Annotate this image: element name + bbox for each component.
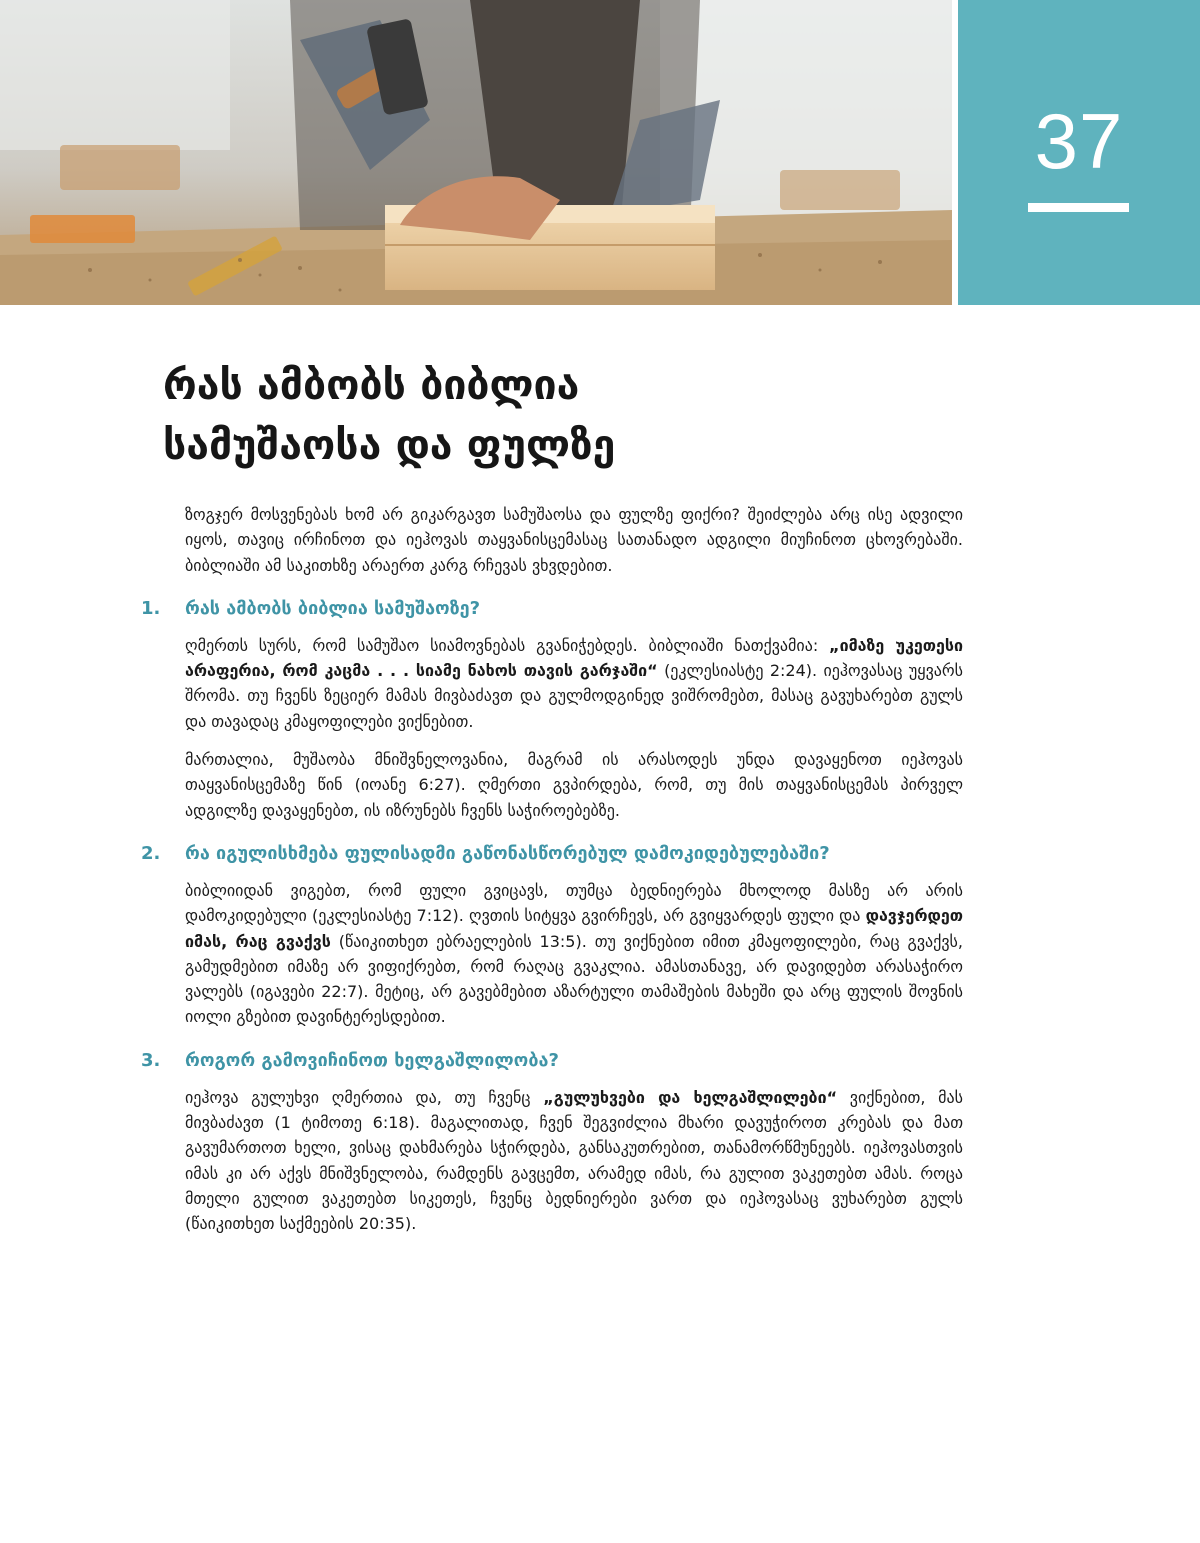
section-1-heading <box>141 596 963 622</box>
article-body <box>141 502 963 1250</box>
section-1-heading-text: რას ამბობს ბიბლია სამუშაოზე? <box>185 597 481 619</box>
section-3-number: 3. <box>141 1049 161 1071</box>
hero-photo <box>0 0 952 305</box>
section-1-number: 1. <box>141 597 161 619</box>
section-3-heading <box>141 1048 963 1074</box>
page-title-line-1: რას ამბობს ბიბლია <box>163 361 580 409</box>
section-2-p1-text-a: ბიბლიიდან ვიგებთ, რომ ფული გვიცავს, თუმცა ბედნიერება მხოლოდ მასზე არ არის დამოკიდებული (ეკლესიასტე 7:12). ღვთის სიტყვა გვირჩევს, არ გვიყვარდეს ფული და <box>185 880 963 926</box>
lesson-number-box <box>958 0 1200 305</box>
section-2-heading-text: რა იგულისხმება ფულისადმი გაწონასწორებულ დამოკიდებულებაში? <box>185 842 830 864</box>
section-1-p1-text-a: ღმერთს სურს, რომ სამუშაო სიამოვნებას გვანიჭებდეს. ბიბლიაში ნათქვამია: <box>185 635 830 655</box>
section-1-paragraph-2: მართალია, მუშაობა მნიშვნელოვანია, მაგრამ ის არასოდეს უნდა დავაყენოთ იეჰოვას თაყვანისცემაზე წინ (იოანე 6:27). ღმერთი გვპირდება, რომ, თუ მის თაყვანისცემას პირველ ადგილზე დავაყენებთ, ის იზრუნებს ჩვენს საჭიროებებზე. <box>185 750 963 820</box>
intro-paragraph: ზოგჯერ მოსვენებას ხომ არ გიკარგავთ სამუშაოსა და ფულზე ფიქრი? შეიძლება არც ისე ადვილი იყოს, თავიც ირჩინოთ და იეჰოვას თაყვანისცემასაც სათანადო ადგილი მიუჩინოთ ცხოვრებაში. ბიბლიაში ამ საკითხზე არაერთ კარგ რჩევას ვხვდებით. <box>185 505 963 575</box>
lesson-number: 37 <box>1034 97 1124 185</box>
section-3-paragraph-1 <box>185 1085 963 1237</box>
section-3-p1-text-b: ვიქნებით, მას მივბაძავთ (1 ტიმოთე 6:18). მაგალითად, ჩვენ შეგვიძლია მხარი დავუჭიროთ კრებას და მათ გავუმართოთ ხელი, ვისაც დახმარება სჭირდება, განსაკუთრებით, თანამორწმუნეებს. იეჰოვასთვის იმას კი არ აქვს მნიშვნელობა, რამდენს გავცემთ, არამედ იმას, რა გულით ვაკეთებთ ამას. როცა მთელი გულით ვაკეთებთ სიკეთეს, ჩვენც ბედნიერები ვართ და იეჰოვასაც ვუხარებთ გულს (წაიკითხეთ საქმეების 20:35). <box>185 1087 963 1234</box>
section-3-heading-text: როგორ გამოვიჩინოთ ხელგაშლილობა? <box>185 1049 559 1071</box>
section-3-p1-quote: „გულუხვები და ხელგაშლილები“ <box>543 1087 838 1107</box>
section-2-heading <box>141 841 963 867</box>
page-title-line-2: სამუშაოსა და ფულზე <box>163 421 616 469</box>
page-title <box>163 355 923 475</box>
section-2-number: 2. <box>141 842 161 864</box>
section-2-p1-text-b: (წაიკითხეთ ებრაელების 13:5). თუ ვიქნებით იმით კმაყოფილები, რაც გვაქვს, გამუდმებით იმაზე არ ვიფიქრებთ, რომ რაღაც გვაკლია. ამასთანავე, არ დავიდებთ არასაჭირო ვალებს (იგავები 22:7). მეტიც, არ გავებმებით აზარტული თამაშების მახეში და არც ფულის შოვნის იოლი გზებით დავინტერესდებით. <box>185 931 963 1027</box>
section-1-p1-text-b: (ეკლესიასტე 2:24). იეჰოვასაც უყვარს შრომა. თუ ჩვენს ზეციერ მამას მივბაძავთ და გულმოდგინედ ვიშრომებთ, მასაც გავუხარებთ გულს და თავადაც კმაყოფილები ვიქნებით. <box>185 661 963 731</box>
section-3-p1-text-a: იეჰოვა გულუხვი ღმერთია და, თუ ჩვენც <box>185 1087 544 1107</box>
section-1-paragraph-1 <box>185 633 963 734</box>
section-2-paragraph-1 <box>185 878 963 1030</box>
section-1-p1-quote: „იმაზე უკეთესი არაფერია, რომ კაცმა . . . სიამე ნახოს თავის გარჯაში“ <box>185 635 963 681</box>
lesson-number-underline <box>1028 203 1129 212</box>
section-2-p1-emphasis: დავჯერდეთ იმას, რაც გვაქვს <box>185 906 963 951</box>
carpenter-illustration <box>0 0 952 305</box>
